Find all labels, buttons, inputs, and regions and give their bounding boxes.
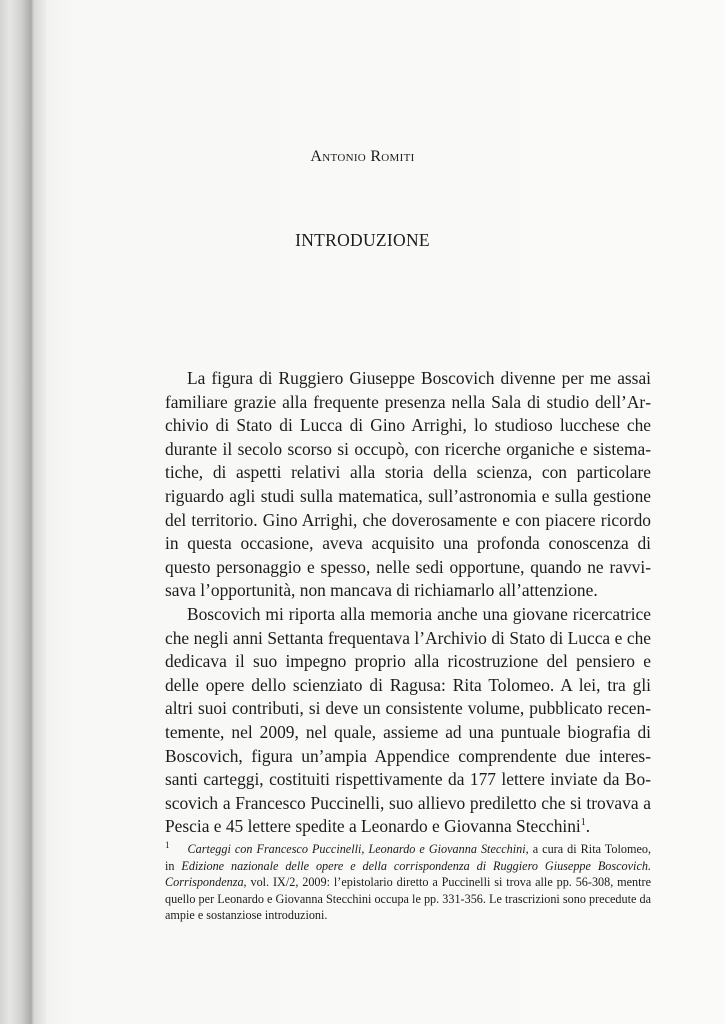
footnote	[165, 841, 651, 924]
footnote-italic-edition: Edizione nazionale delle opere e della corrispondenza di Ruggiero Giuseppe Boscovich. Corrispondenza,	[165, 858, 651, 890]
paragraph-2-text: Boscovich mi riporta alla memoria anche una giovane ricercatrice che negli anni Settanta frequentava l’Archivio di Stato di Lucca e che dedicava il suo impegno proprio alla ricostruzione del pensiero e delle opere dello scienziato di Ragusa: Rita Tolomeo. A lei, tra gli altri suoi contributi, si deve un consistente volume, pubblicato recentemente, nel 2009, nel quale, assieme ad una puntuale biografia di Boscovich, figura un’ampia Appendice comprendente due interessanti carteggi, costituiti rispettivamente da 177 lettere inviate da Boscovich a Francesco Puccinelli, suo allievo prediletto che si trovava a Pescia e 45 lettere spedite a Leonardo e Giovanna Stecchini	[165, 603, 651, 837]
paragraph-2	[165, 603, 651, 839]
footnote-reference: 1	[580, 817, 586, 829]
footnote-text	[165, 841, 651, 924]
footnote-italic-title: Carteggi con Francesco Puccinelli, Leonardo e Giovanna Stecchini,	[187, 842, 529, 856]
paragraph-2-end: .	[585, 816, 591, 837]
chapter-title: INTRODUZIONE	[295, 230, 430, 250]
paragraph-1: La figura di Ruggiero Giuseppe Boscovich divenne per me assai familiare grazie alla frequente presenza nella Sala di studio dell’Archivio di Stato di Lucca di Gino Arrighi, lo studioso lucchese che durante il secolo scorso si occupò, con ricerche organiche e sistematiche, di aspetti relativi alla storia della scienza, con particolare riguardo agli studi sulla matematica, sull’astronomia e sulla gestione del territorio. Gino Arrighi, che doverosamente e con piacere ricordo in questa occasione, aveva acquisito una profonda conoscenza di questo personaggio e spesso, nelle sedi opportune, quando ne ravvisava l’opportunità, non mancava di richiamarlo all’attenzione.	[165, 368, 651, 601]
footnote-text-2: vol. IX/2, 2009: l’epistolario diretto a Puccinelli si trova alle pp. 56-308, mentre quello per Leonardo e Giovanna Stecchini occupa le pp. 331-356. Le trascrizioni sono precedute da ampie e sostanziose introduzioni.	[165, 875, 651, 923]
body-text	[165, 367, 651, 839]
author-name: Antonio Romiti	[310, 148, 415, 165]
footnote-number: 1	[165, 839, 170, 850]
footnote-text-1: a cura di Rita Tolomeo, in	[165, 842, 651, 873]
